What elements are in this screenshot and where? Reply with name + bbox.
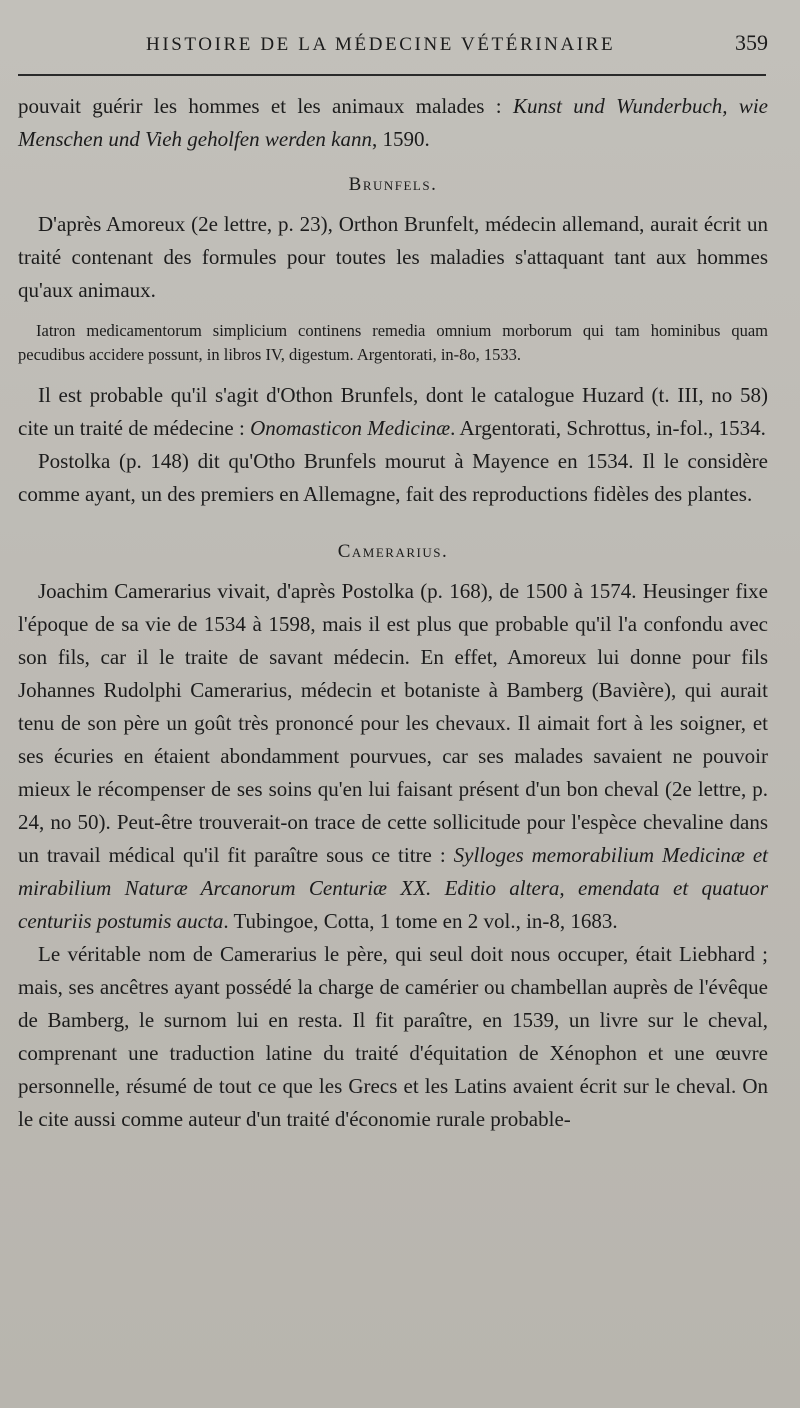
page-number: 359 <box>735 30 768 55</box>
page-header <box>18 28 768 68</box>
brunfels-paragraph-1: D'après Amoreux (2e lettre, p. 23), Orthon Brunfelt, médecin allemand, aurait écrit un traité contenant des formules pour toutes les maladies s'attaquant tant aux hommes qu'aux animaux. <box>18 212 768 302</box>
continuation-title: Kunst und Wunderbuch, wie Menschen und Vieh geholfen werden kann <box>18 94 768 151</box>
brunfels-para2-imprint: . Argentorati, Schrottus, in-fol., 1534. <box>450 416 766 440</box>
brunfels-para2-text: Il est probable qu'il s'agit d'Othon Brunfels, dont le catalogue Huzard (t. III, no 58) cite un traité de médecine : <box>18 383 768 440</box>
camerarius-para1-text: Joachim Camerarius vivait, d'après Postolka (p. 168), de 1500 à 1574. Heusinger fixe l'époque de sa vie de 1534 à 1598, mais il est plus que probable qu'il l'a confondu avec son fils, car il le traite de savant médecin. En effet, Amoreux lui donne pour fils Johannes Rudolphi Camerarius, médecin et botaniste à Bamberg (Bavière), qui aurait tenu de son père un goût très prononcé pour les chevaux. Il aimait fort à les soigner, et ses écuries en étaient abondamment pourvues, car ses malades savaient ne pouvoir mieux le récompenser de ses soins qu'en lui faisant présent d'un bon cheval (2e lettre, p. 24, no 50). Peut-être trouverait-on trace de cette sollicitude pour l'espèce chevaline dans un travail médical qu'il fit paraître sous ce titre : <box>18 579 768 867</box>
brunfels-para2-title: Onomasticon Medicinæ <box>250 416 451 440</box>
continuation-text: pouvait guérir les hommes et les animaux malades : <box>18 94 513 118</box>
section-heading-brunfels: Brunfels. <box>348 174 438 195</box>
brunfels-paragraph-3: Postolka (p. 148) dit qu'Otho Brunfels mourut à Mayence en 1534. Il le considère comme ayant, un des premiers en Allemagne, fait des reproductions fidèles des plantes. <box>18 449 768 506</box>
camerarius-paragraph-2: Le véritable nom de Camerarius le père, qui seul doit nous occuper, était Liebhard ; mais, ses ancêtres ayant possédé la charge de camérier ou chambellan auprès de l'évêque de Bamberg, le surnom lui en resta. Il fit paraître, en 1539, un livre sur le cheval, comprenant une traduction latine du traité d'équitation de Xénophon et une œuvre personnelle, résumé de tout ce que les Grecs et les Latins avaient écrit sur le cheval. On le cite aussi comme auteur d'un traité d'économie rurale probable- <box>18 942 768 1131</box>
camerarius-paragraph-1 <box>18 575 768 938</box>
continuation-date: , 1590. <box>371 127 430 151</box>
running-title: HISTOIRE DE LA MÉDECINE VÉTÉRINAIRE <box>146 34 616 55</box>
continuation-paragraph <box>18 90 768 156</box>
camerarius-para1-title: Sylloges memorabilium Medicinæ et mirabilium Naturæ Arcanorum Centuriæ XX. Editio altera, emendata et quatuor centuriis postumis aucta <box>18 843 768 933</box>
camerarius-para1-imprint: . Tubingoe, Cotta, 1 tome en 2 vol., in-8, 1683. <box>223 909 618 933</box>
brunfels-paragraph-2 <box>18 379 768 445</box>
header-rule <box>18 74 766 76</box>
section-heading-camerarius: Camerarius. <box>337 541 449 562</box>
brunfels-citation: Iatron medicamentorum simplicium continens remedia omnium morborum qui tam hominibus quam pecudibus accidere possunt, in libros IV, digestum. Argentorati, in-8o, 1533. <box>18 321 768 364</box>
